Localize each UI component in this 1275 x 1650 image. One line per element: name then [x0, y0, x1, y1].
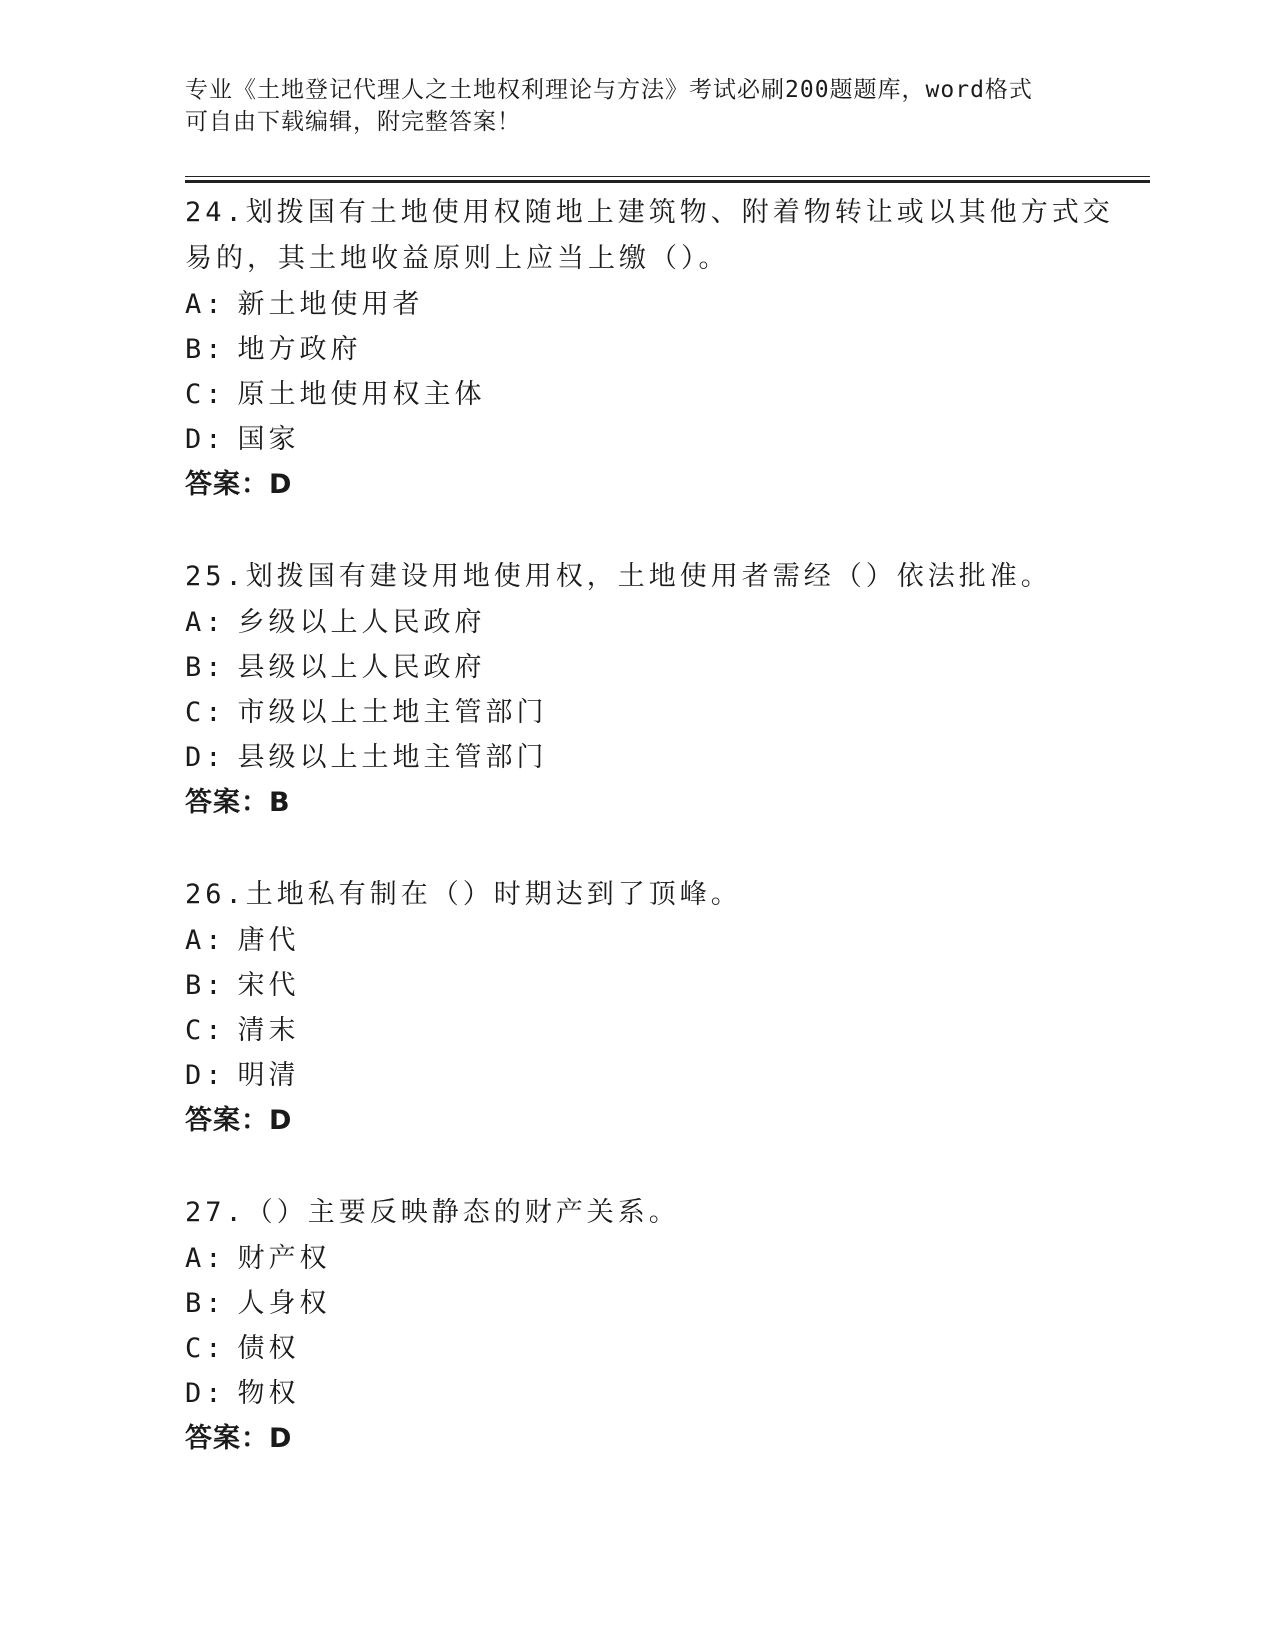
question-25 [185, 554, 1125, 825]
header-line-1: 专业《土地登记代理人之土地权利理论与方法》考试必刷200题题库，word格式 [185, 77, 1033, 103]
option-a: A: 乡级以上人民政府 [185, 607, 486, 638]
option-d: D: 明清 [185, 1060, 300, 1091]
question-stem: 27.（）主要反映静态的财产关系。 [185, 1197, 680, 1228]
option-c: C: 原土地使用权主体 [185, 379, 486, 410]
option-a: A: 财产权 [185, 1243, 331, 1274]
option-a: A: 新土地使用者 [185, 289, 424, 320]
option-b: B: 地方政府 [185, 334, 362, 365]
question-24 [185, 190, 1125, 507]
answer-line: 答案：D [185, 1423, 293, 1454]
option-d: D: 物权 [185, 1378, 300, 1409]
question-26 [185, 872, 1125, 1143]
document-header [185, 74, 1085, 138]
answer-line: 答案：D [185, 1105, 293, 1136]
answer-line: 答案：D [185, 469, 293, 500]
option-c: C: 债权 [185, 1333, 300, 1364]
header-divider-thin [185, 176, 1150, 177]
option-c: C: 市级以上土地主管部门 [185, 697, 548, 728]
answer-line: 答案：B [185, 787, 291, 818]
question-list [185, 190, 1125, 1508]
question-stem: 26.土地私有制在（）时期达到了顶峰。 [185, 879, 742, 910]
option-d: D: 县级以上土地主管部门 [185, 742, 548, 773]
option-c: C: 清末 [185, 1015, 300, 1046]
header-divider-thick [185, 180, 1150, 183]
option-d: D: 国家 [185, 424, 300, 455]
question-stem: 24.划拨国有土地使用权随地上建筑物、附着物转让或以其他方式交易的，其土地收益原则上应当上缴（）。 [185, 197, 1114, 274]
question-27 [185, 1190, 1125, 1461]
option-b: B: 人身权 [185, 1288, 331, 1319]
option-b: B: 县级以上人民政府 [185, 652, 486, 683]
question-stem: 25.划拨国有建设用地使用权，土地使用者需经（）依法批准。 [185, 561, 1052, 592]
option-a: A: 唐代 [185, 925, 300, 956]
header-line-2: 可自由下载编辑，附完整答案！ [185, 109, 521, 135]
option-b: B: 宋代 [185, 970, 300, 1001]
